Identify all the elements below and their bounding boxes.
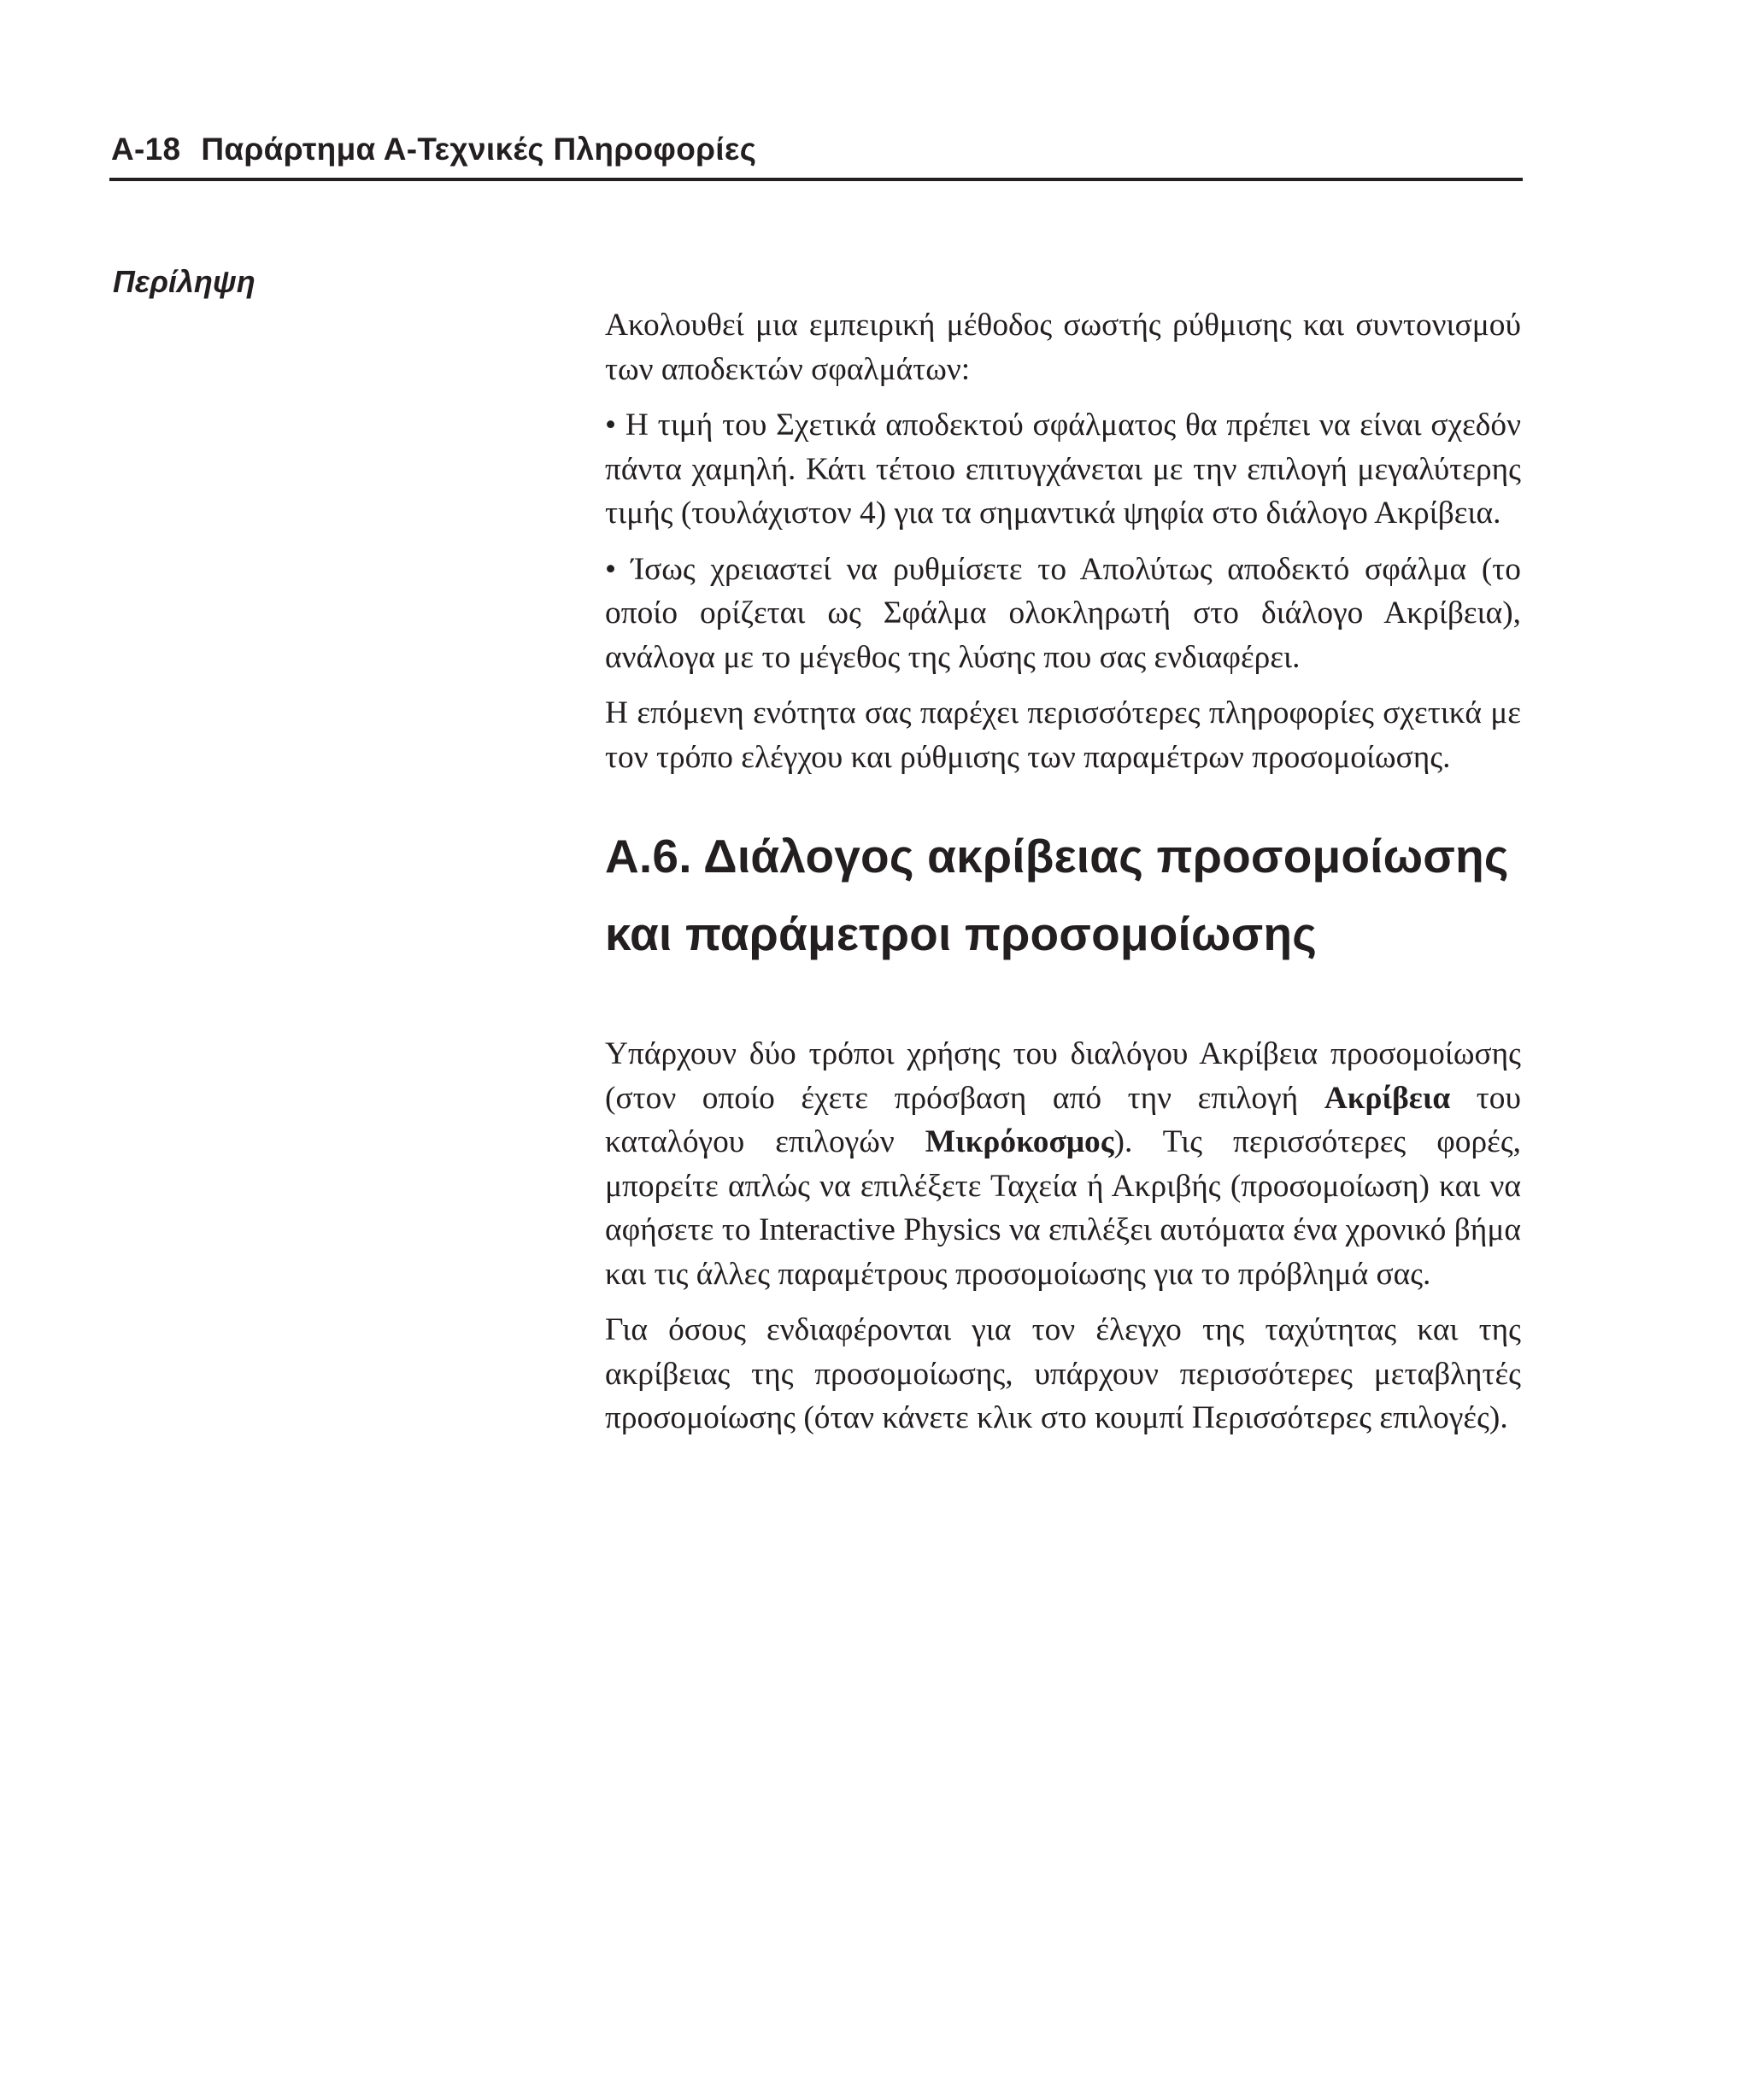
menu-term-accuracy: Ακρίβεια	[1324, 1080, 1451, 1116]
main-column	[605, 303, 1521, 1452]
summary-side-heading: Περίληψη	[113, 264, 255, 299]
section-title-line-1: Α.6. Διάλογος ακρίβειας προσομοίωσης	[605, 830, 1509, 883]
section-paragraph-1	[605, 1032, 1521, 1296]
section-title-line-2: και παράμετροι προσομοίωσης	[605, 907, 1318, 960]
running-title: Παράρτημα Α-Τεχνικές Πληροφορίες	[201, 132, 757, 167]
section-title	[605, 818, 1521, 973]
menu-term-microworld: Μικρόκοσμος	[925, 1124, 1114, 1159]
summary-bullet-absolute-error: • Ίσως χρειαστεί να ρυθμίσετε το Απολύτως αποδεκτό σφάλμα (το οποίο ορίζεται ως Σφάλμα ολοκληρωτή στο διάλογο Ακρίβεια), ανάλογα με το μέγεθος της λύσης που σας ενδιαφέρει.	[605, 551, 1521, 675]
section-paragraph-2: Για όσους ενδιαφέρονται για τον έλεγχο της ταχύτητας και της ακρίβειας της προσομοίωσης, υπάρχουν περισσότερες μεταβλητές προσομοίωσης (όταν κάνετε κλικ στο κουμπί Περισσότερες επιλογές).	[605, 1312, 1521, 1435]
section-paragraph-1-text-a: Υπάρχουν δύο τρόποι χρήσης του διαλόγου Ακρίβεια προσομοίωσης (στον οποίο έχετε πρόσβαση από την επιλογή	[605, 1036, 1521, 1116]
header-rule	[109, 178, 1523, 181]
summary-bullet-relative-error: • Η τιμή του Σχετικά αποδεκτού σφάλματος θα πρέπει να είναι σχεδόν πάντα χαμηλή. Κάτι τέτοιο επιτυγχάνεται με την επιλογή μεγαλύτερης τιμής (τουλάχιστον 4) για τα σημαντικά ψηφία στο διάλογο Ακρίβεια.	[605, 408, 1521, 531]
page-number: A-18	[111, 132, 181, 167]
summary-intro-paragraph: Ακολουθεί μια εμπειρική μέθοδος σωστής ρύθμισης και συντονισμού των αποδεκτών σφαλμάτων:	[605, 308, 1521, 387]
running-header	[111, 128, 1521, 171]
summary-outro-paragraph: Η επόμενη ενότητα σας παρέχει περισσότερες πληροφορίες σχετικά με τον τρόπο ελέγχου και ρύθμισης των παραμέτρων προσομοίωσης.	[605, 695, 1521, 775]
section-paragraph-1-text-b: του καταλόγου επιλογών	[605, 1080, 1521, 1159]
section-paragraph-1-text-c: ). Τις περισσότερες φορές, μπορείτε απλώς να επιλέξετε Ταχεία ή Ακριβής (προσομοίωση) και να αφήσετε το Interactive Physics να επιλέξει αυτόματα ένα χρονικό βήμα και τις άλλες παραμέτρους προσομοίωσης για το πρόβλημά σας.	[605, 1124, 1521, 1292]
